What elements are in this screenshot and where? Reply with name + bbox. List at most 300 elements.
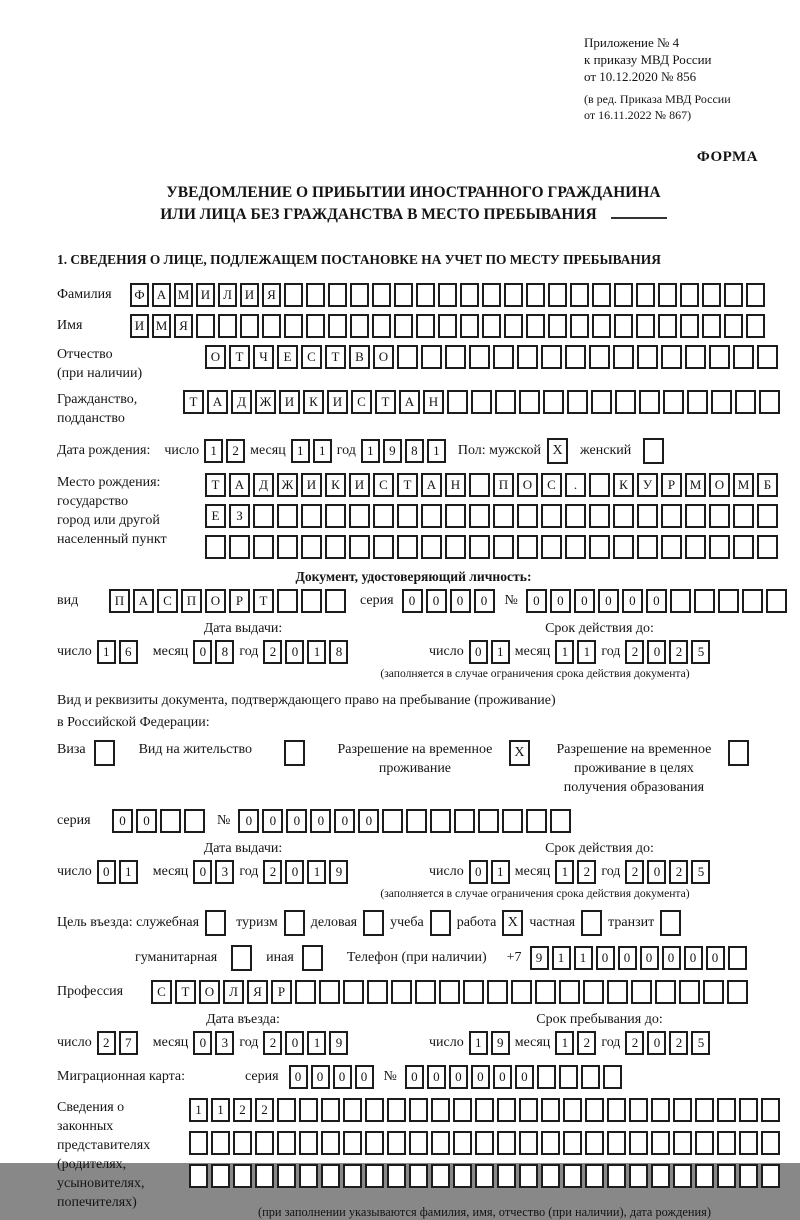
char-cell[interactable] [453,1131,472,1155]
char-cell[interactable] [394,283,413,307]
char-cell[interactable]: О [517,473,538,497]
char-cell[interactable] [629,1098,648,1122]
option-edu-permit-checkbox[interactable] [728,740,749,766]
char-cell[interactable]: А [399,390,420,414]
char-cell[interactable] [559,980,580,1004]
char-cell[interactable]: А [207,390,228,414]
char-cell[interactable] [567,390,588,414]
char-cell[interactable]: 5 [691,640,710,664]
char-cell[interactable]: 0 [285,640,304,664]
char-cell[interactable] [727,980,748,1004]
char-cell[interactable]: 1 [574,946,593,970]
char-cell[interactable] [447,390,468,414]
entry-day-cells[interactable] [97,1031,138,1055]
char-cell[interactable] [739,1098,758,1122]
char-cell[interactable]: М [733,473,754,497]
char-cell[interactable] [365,1131,384,1155]
char-cell[interactable] [543,390,564,414]
char-cell[interactable] [416,283,435,307]
char-cell[interactable] [255,1131,274,1155]
char-cell[interactable] [394,314,413,338]
char-cell[interactable]: 2 [625,860,644,884]
char-cell[interactable] [583,980,604,1004]
char-cell[interactable]: 2 [233,1098,252,1122]
char-cell[interactable] [454,809,475,833]
char-cell[interactable] [603,1065,622,1089]
char-cell[interactable]: Ж [277,473,298,497]
char-cell[interactable] [570,283,589,307]
char-cell[interactable]: 0 [193,860,212,884]
char-cell[interactable]: Т [375,390,396,414]
char-cell[interactable] [629,1131,648,1155]
char-cell[interactable]: 9 [329,860,348,884]
char-cell[interactable]: 0 [574,589,595,613]
char-cell[interactable] [372,283,391,307]
char-cell[interactable]: 0 [662,946,681,970]
char-cell[interactable]: 0 [405,1065,424,1089]
char-cell[interactable] [661,345,682,369]
purpose-official-checkbox[interactable] [205,910,226,936]
char-cell[interactable]: А [133,589,154,613]
char-cell[interactable]: 1 [555,640,574,664]
char-cell[interactable]: 1 [307,640,326,664]
char-cell[interactable] [299,1131,318,1155]
doc-issue-day-cells[interactable] [97,640,138,664]
stay-day-cells[interactable] [469,1031,510,1055]
char-cell[interactable]: В [349,345,370,369]
char-cell[interactable] [262,314,281,338]
char-cell[interactable]: Д [231,390,252,414]
char-cell[interactable] [277,535,298,559]
char-cell[interactable]: П [493,473,514,497]
legal-cells-row2[interactable] [189,1131,780,1155]
char-cell[interactable] [658,283,677,307]
char-cell[interactable]: 1 [552,946,571,970]
char-cell[interactable]: Н [423,390,444,414]
char-cell[interactable]: Е [205,504,226,528]
char-cell[interactable] [519,1098,538,1122]
char-cell[interactable] [240,314,259,338]
doc-valid-year-cells[interactable] [625,640,710,664]
char-cell[interactable] [205,535,226,559]
char-cell[interactable]: 1 [491,860,510,884]
char-cell[interactable] [387,1131,406,1155]
purpose-transit-checkbox[interactable] [660,910,681,936]
char-cell[interactable] [702,314,721,338]
gender-female-checkbox[interactable] [643,438,664,464]
char-cell[interactable]: Т [229,345,250,369]
char-cell[interactable] [709,504,730,528]
char-cell[interactable]: 0 [334,809,355,833]
char-cell[interactable]: Н [445,473,466,497]
char-cell[interactable] [445,345,466,369]
char-cell[interactable]: 0 [289,1065,308,1089]
migration-series-cells[interactable] [289,1065,374,1089]
char-cell[interactable]: У [637,473,658,497]
char-cell[interactable] [548,283,567,307]
char-cell[interactable] [438,283,457,307]
char-cell[interactable]: 0 [136,809,157,833]
char-cell[interactable]: П [181,589,202,613]
gender-male-checkbox[interactable]: X [547,438,568,464]
char-cell[interactable] [495,390,516,414]
birthplace-cells-row2[interactable] [205,504,778,528]
char-cell[interactable] [471,390,492,414]
char-cell[interactable]: 2 [577,1031,596,1055]
char-cell[interactable]: Е [277,345,298,369]
char-cell[interactable] [742,589,763,613]
char-cell[interactable] [673,1098,692,1122]
char-cell[interactable]: Т [183,390,204,414]
char-cell[interactable] [438,314,457,338]
char-cell[interactable]: 2 [669,860,688,884]
char-cell[interactable] [636,314,655,338]
char-cell[interactable]: Ф [130,283,149,307]
char-cell[interactable]: 0 [647,1031,666,1055]
char-cell[interactable] [387,1164,406,1188]
stay-year-cells[interactable] [625,1031,710,1055]
char-cell[interactable]: 0 [426,589,447,613]
char-cell[interactable] [229,535,250,559]
char-cell[interactable] [321,1098,340,1122]
char-cell[interactable] [685,345,706,369]
char-cell[interactable] [695,1131,714,1155]
char-cell[interactable] [537,1065,556,1089]
char-cell[interactable]: Я [247,980,268,1004]
char-cell[interactable] [233,1131,252,1155]
char-cell[interactable]: 0 [449,1065,468,1089]
char-cell[interactable]: 1 [307,1031,326,1055]
char-cell[interactable] [382,809,403,833]
char-cell[interactable] [651,1164,670,1188]
char-cell[interactable]: Т [175,980,196,1004]
char-cell[interactable] [439,980,460,1004]
char-cell[interactable] [541,504,562,528]
char-cell[interactable]: С [373,473,394,497]
char-cell[interactable]: 0 [618,946,637,970]
char-cell[interactable] [321,1164,340,1188]
char-cell[interactable]: 0 [450,589,471,613]
char-cell[interactable] [325,535,346,559]
purpose-study-checkbox[interactable] [430,910,451,936]
char-cell[interactable] [718,589,739,613]
char-cell[interactable]: 2 [669,1031,688,1055]
char-cell[interactable]: 1 [189,1098,208,1122]
char-cell[interactable] [550,809,571,833]
char-cell[interactable]: 1 [469,1031,488,1055]
char-cell[interactable]: И [196,283,215,307]
char-cell[interactable] [636,283,655,307]
char-cell[interactable]: О [205,345,226,369]
char-cell[interactable] [526,283,545,307]
char-cell[interactable] [211,1131,230,1155]
char-cell[interactable] [277,1131,296,1155]
char-cell[interactable] [613,535,634,559]
char-cell[interactable]: 0 [286,809,307,833]
char-cell[interactable]: 1 [211,1098,230,1122]
char-cell[interactable] [517,345,538,369]
char-cell[interactable] [299,1098,318,1122]
char-cell[interactable]: 0 [310,809,331,833]
char-cell[interactable]: 0 [333,1065,352,1089]
char-cell[interactable] [445,535,466,559]
char-cell[interactable]: 0 [474,589,495,613]
char-cell[interactable] [757,345,778,369]
char-cell[interactable]: Р [661,473,682,497]
char-cell[interactable] [319,980,340,1004]
char-cell[interactable]: 0 [647,640,666,664]
char-cell[interactable] [739,1164,758,1188]
char-cell[interactable]: И [349,473,370,497]
char-cell[interactable] [504,283,523,307]
char-cell[interactable]: 8 [405,439,424,463]
char-cell[interactable]: 2 [577,860,596,884]
char-cell[interactable] [607,1131,626,1155]
birth-year-cells[interactable] [361,439,446,463]
char-cell[interactable] [591,390,612,414]
residence-valid-year-cells[interactable] [625,860,710,884]
doc-kind-cells[interactable] [109,589,346,613]
char-cell[interactable] [184,809,205,833]
char-cell[interactable] [519,1131,538,1155]
char-cell[interactable]: 0 [596,946,615,970]
char-cell[interactable]: 0 [427,1065,446,1089]
char-cell[interactable]: 9 [383,439,402,463]
char-cell[interactable]: 0 [684,946,703,970]
char-cell[interactable] [685,504,706,528]
char-cell[interactable] [431,1164,450,1188]
char-cell[interactable]: Я [174,314,193,338]
char-cell[interactable] [421,345,442,369]
char-cell[interactable] [343,1098,362,1122]
char-cell[interactable] [343,1131,362,1155]
entry-month-cells[interactable] [193,1031,234,1055]
char-cell[interactable] [469,345,490,369]
char-cell[interactable] [482,283,501,307]
char-cell[interactable]: 0 [311,1065,330,1089]
char-cell[interactable] [526,314,545,338]
char-cell[interactable] [607,1098,626,1122]
char-cell[interactable] [469,535,490,559]
char-cell[interactable] [306,283,325,307]
option-temp-permit-checkbox[interactable]: X [509,740,530,766]
char-cell[interactable]: 9 [491,1031,510,1055]
char-cell[interactable] [453,1098,472,1122]
patronymic-cells[interactable] [205,345,778,369]
stay-month-cells[interactable] [555,1031,596,1055]
residence-valid-month-cells[interactable] [555,860,596,884]
char-cell[interactable]: . [565,473,586,497]
char-cell[interactable] [301,535,322,559]
char-cell[interactable] [761,1098,780,1122]
char-cell[interactable] [651,1131,670,1155]
migration-number-cells[interactable] [405,1065,622,1089]
char-cell[interactable]: С [151,980,172,1004]
char-cell[interactable] [343,1164,362,1188]
char-cell[interactable]: Р [271,980,292,1004]
char-cell[interactable] [724,314,743,338]
char-cell[interactable] [548,314,567,338]
char-cell[interactable] [277,589,298,613]
char-cell[interactable] [757,535,778,559]
char-cell[interactable] [478,809,499,833]
purpose-work-checkbox[interactable]: X [502,910,523,936]
char-cell[interactable] [475,1164,494,1188]
char-cell[interactable] [717,1164,736,1188]
char-cell[interactable] [367,980,388,1004]
doc-issue-month-cells[interactable] [193,640,234,664]
char-cell[interactable]: Я [262,283,281,307]
char-cell[interactable]: Ж [255,390,276,414]
char-cell[interactable] [284,314,303,338]
char-cell[interactable]: Т [205,473,226,497]
char-cell[interactable]: 1 [119,860,138,884]
char-cell[interactable] [431,1098,450,1122]
char-cell[interactable] [397,504,418,528]
char-cell[interactable]: И [301,473,322,497]
char-cell[interactable] [255,1164,274,1188]
char-cell[interactable] [253,535,274,559]
char-cell[interactable] [661,535,682,559]
char-cell[interactable]: Ч [253,345,274,369]
char-cell[interactable] [717,1098,736,1122]
entry-year-cells[interactable] [263,1031,348,1055]
residence-valid-day-cells[interactable] [469,860,510,884]
char-cell[interactable] [717,1131,736,1155]
char-cell[interactable] [703,980,724,1004]
char-cell[interactable]: 2 [625,640,644,664]
char-cell[interactable]: 1 [313,439,332,463]
char-cell[interactable] [673,1131,692,1155]
char-cell[interactable] [570,314,589,338]
char-cell[interactable] [284,283,303,307]
char-cell[interactable]: 0 [193,640,212,664]
char-cell[interactable] [218,314,237,338]
char-cell[interactable]: 0 [193,1031,212,1055]
profession-cells[interactable] [151,980,748,1004]
residence-number-cells[interactable] [238,809,571,833]
char-cell[interactable]: К [303,390,324,414]
char-cell[interactable] [680,314,699,338]
char-cell[interactable]: 0 [647,860,666,884]
purpose-humanitarian-checkbox[interactable] [231,945,252,971]
char-cell[interactable] [211,1164,230,1188]
char-cell[interactable] [475,1098,494,1122]
char-cell[interactable]: З [229,504,250,528]
char-cell[interactable] [709,535,730,559]
char-cell[interactable]: Б [757,473,778,497]
citizenship-cells[interactable] [183,390,780,414]
char-cell[interactable] [511,980,532,1004]
char-cell[interactable] [277,1164,296,1188]
birthplace-cells-row1[interactable] [205,473,778,497]
char-cell[interactable] [733,345,754,369]
char-cell[interactable]: Д [253,473,274,497]
char-cell[interactable]: 0 [471,1065,490,1089]
char-cell[interactable] [661,504,682,528]
char-cell[interactable] [607,980,628,1004]
char-cell[interactable] [733,504,754,528]
char-cell[interactable]: 1 [427,439,446,463]
char-cell[interactable] [724,283,743,307]
char-cell[interactable]: М [152,314,171,338]
char-cell[interactable]: 0 [706,946,725,970]
char-cell[interactable] [592,314,611,338]
char-cell[interactable] [629,1164,648,1188]
char-cell[interactable] [766,589,787,613]
char-cell[interactable] [541,345,562,369]
char-cell[interactable] [589,504,610,528]
char-cell[interactable]: К [325,473,346,497]
char-cell[interactable]: 1 [204,439,223,463]
char-cell[interactable] [563,1098,582,1122]
char-cell[interactable] [607,1164,626,1188]
purpose-other-checkbox[interactable] [302,945,323,971]
char-cell[interactable]: 3 [215,860,234,884]
char-cell[interactable]: 0 [97,860,116,884]
char-cell[interactable] [541,1164,560,1188]
char-cell[interactable] [563,1164,582,1188]
char-cell[interactable] [189,1164,208,1188]
char-cell[interactable]: 0 [598,589,619,613]
char-cell[interactable]: 1 [555,1031,574,1055]
char-cell[interactable]: С [541,473,562,497]
char-cell[interactable] [592,283,611,307]
char-cell[interactable] [565,345,586,369]
char-cell[interactable] [415,980,436,1004]
char-cell[interactable] [497,1131,516,1155]
char-cell[interactable]: 5 [691,860,710,884]
char-cell[interactable]: 0 [550,589,571,613]
char-cell[interactable]: О [373,345,394,369]
char-cell[interactable] [325,589,346,613]
doc-issue-year-cells[interactable] [263,640,348,664]
char-cell[interactable]: О [205,589,226,613]
char-cell[interactable]: И [279,390,300,414]
char-cell[interactable] [517,535,538,559]
char-cell[interactable] [482,314,501,338]
char-cell[interactable]: С [351,390,372,414]
char-cell[interactable]: 0 [285,860,304,884]
char-cell[interactable]: И [130,314,149,338]
char-cell[interactable]: 1 [291,439,310,463]
char-cell[interactable] [759,390,780,414]
char-cell[interactable] [535,980,556,1004]
char-cell[interactable] [663,390,684,414]
char-cell[interactable] [328,314,347,338]
char-cell[interactable] [277,1098,296,1122]
char-cell[interactable] [670,589,691,613]
char-cell[interactable] [365,1098,384,1122]
char-cell[interactable]: 2 [255,1098,274,1122]
char-cell[interactable] [585,1164,604,1188]
char-cell[interactable]: К [613,473,634,497]
char-cell[interactable] [233,1164,252,1188]
char-cell[interactable] [365,1164,384,1188]
char-cell[interactable] [685,535,706,559]
char-cell[interactable]: 5 [691,1031,710,1055]
residence-issue-year-cells[interactable] [263,860,348,884]
char-cell[interactable]: 3 [215,1031,234,1055]
char-cell[interactable] [493,345,514,369]
char-cell[interactable] [658,314,677,338]
char-cell[interactable] [702,283,721,307]
char-cell[interactable] [487,980,508,1004]
char-cell[interactable]: 1 [555,860,574,884]
char-cell[interactable]: 0 [238,809,259,833]
char-cell[interactable] [328,283,347,307]
doc-valid-day-cells[interactable] [469,640,510,664]
